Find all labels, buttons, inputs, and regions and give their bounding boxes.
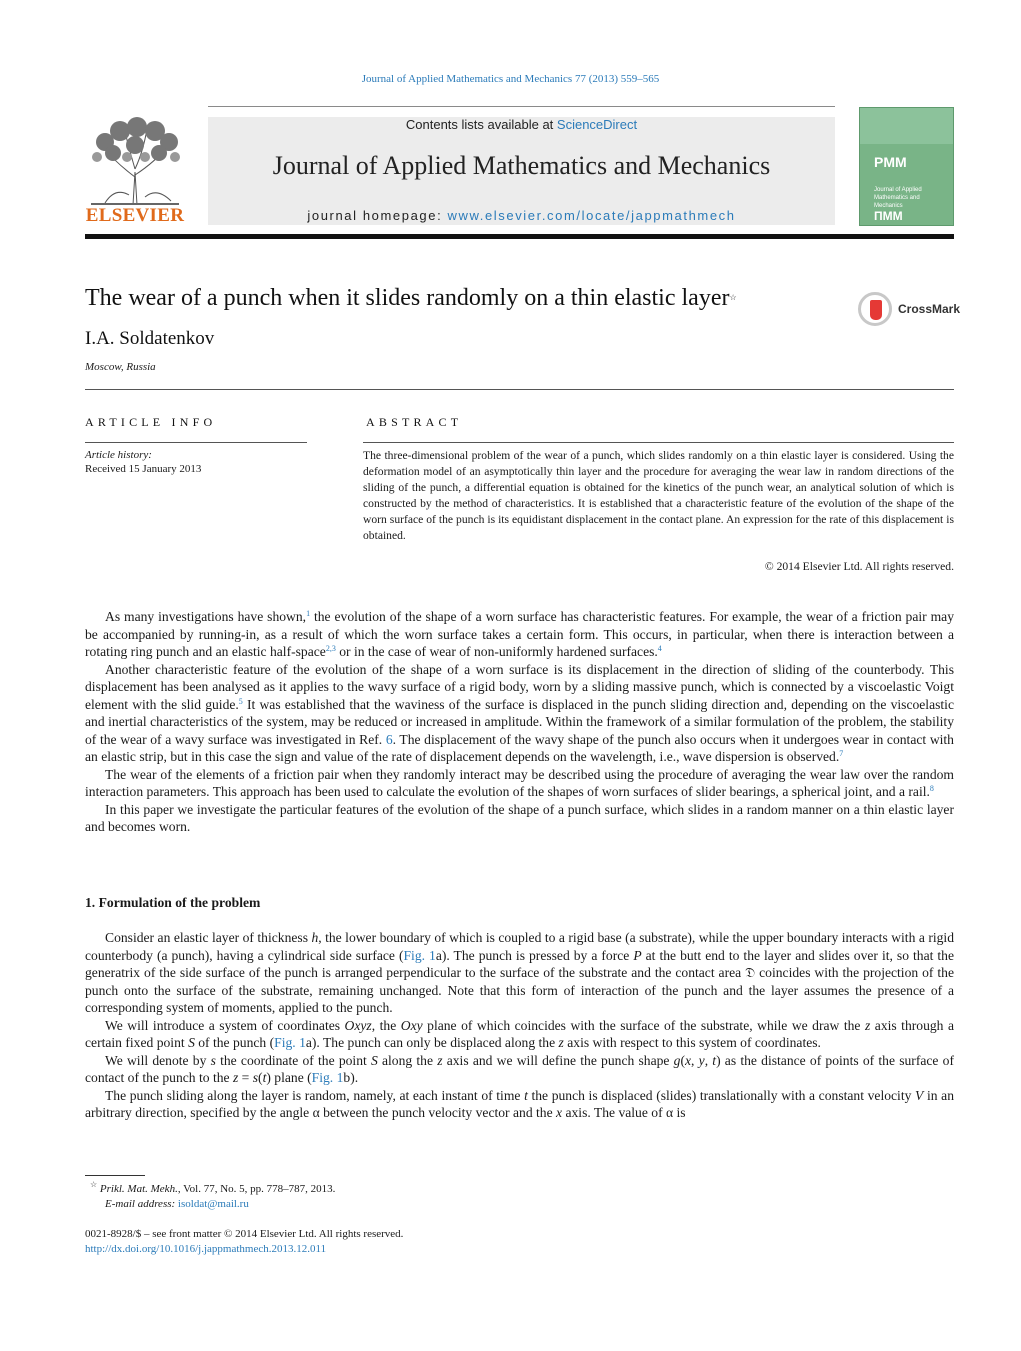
abstract-copyright: © 2014 Elsevier Ltd. All rights reserved. [764,560,954,573]
email-label: E-mail address: [105,1198,178,1210]
math-symbol: g [673,1052,681,1068]
issn-block [85,1227,403,1257]
cross-reference-link[interactable]: Fig. 1 [311,1070,344,1085]
title-footnote-mark[interactable]: ☆ [729,293,737,302]
homepage-line [208,208,835,223]
sciencedirect-link[interactable]: ScienceDirect [556,117,638,132]
article-title-text: The wear of a punch when it slides randomly on a thin elastic layer [85,285,730,311]
footnote [90,1182,335,1212]
cover-journal-name: Journal of Applied Mathematics and Mechanics [874,187,922,209]
footnote-mark: ☆ [90,1180,98,1189]
crossmark-label: CrossMark [898,302,961,316]
math-symbol: S [370,1052,378,1068]
math-symbol: z [864,1017,871,1033]
math-symbol: z [558,1035,564,1050]
cover-top-band [860,108,954,144]
article-info-rule [85,442,307,443]
article-title [85,285,737,312]
section-heading: 1. Formulation of the problem [85,895,261,910]
title-rule [85,389,954,390]
journal-banner [208,117,835,225]
abstract-rule [363,442,954,443]
paragraph: The punch sliding along the layer is random, namely, at each instant of time t the punch is displaced (slides) translationally with a constant velocity V in an arbitrary direction, specified by the angle α between the punch velocity vector and the x axis. The value of α is [85,1087,954,1120]
homepage-prefix: journal homepage: [307,208,448,223]
contents-prefix: Contents lists available at [405,117,557,132]
history-label: Article history: [85,449,152,461]
math-symbol: h [311,930,319,945]
cover-bottom-title: ПММ [874,209,903,223]
math-symbol: y [698,1052,705,1068]
math-symbol: t [524,1087,528,1103]
paragraph: We will introduce a system of coordinates Oxyz, the Oxy plane of which coincides with the surface of the substrate, while we draw the z axis through a certain fixed point S of the punch (Fig. 1a). The punch can only be displaced along the z axis with respect to this system of coordinates. [85,1017,955,1050]
author-name: I.A. Soldatenkov [85,328,215,349]
math-symbol: Oxyz [344,1017,372,1033]
math-symbol: x [556,1105,563,1120]
reference-link[interactable]: 5 [238,696,243,706]
cross-reference-link[interactable]: Fig. 1 [274,1035,306,1050]
math-symbol: z [232,1070,239,1085]
author-affiliation: Moscow, Russia [85,361,156,373]
paragraph: We will denote by s the coordinate of the point S along the z axis and we will define the punch shape g(x, y, t) as the distance of points of the surface of contact of the punch to the z = s(t) plane (Fig. 1b). [85,1052,954,1085]
elsevier-wordmark: ELSEVIER [85,205,185,226]
contents-line [208,117,835,132]
abstract-text: The three-dimensional problem of the wear of a punch, which slides randomly on a thin elastic layer is considered. Using the deformation model of an asymptotically thin layer and the procedure for averaging the wear law in random directions of the sliding of the punch, a differential equation is obtained for the kinetics of the punch wear, an analytical solution of which is constructed by the method of characteristics. It is established that a characteristic feature of the evolution of the shape of the worn surface of the punch is its equidistant displacement in the contact plane. An expression for the rate of this displacement is obtained. [363,449,954,542]
reference-link[interactable]: 4 [657,644,662,653]
paragraph: In this paper we investigate the particular features of the evolution of the shape of a punch surface, which slides in a random manner on a thin elastic layer and becomes worn. [85,801,954,834]
math-symbol: Oxy [400,1017,423,1033]
math-symbol: s [210,1052,216,1068]
math-symbol: S [188,1035,195,1050]
paragraph: Another characteristic feature of the evolution of the shape of a worn surface is its displacement in the direction of sliding of the counterbody. This displacement has been analysed as it applies to the wavy surface of a rigid body, worn by a sliding massive punch, which is connected by a viscoelastic Voigt element with the slid guide.$^5$ It was established that the waviness of the surface is displaced in the punch sliding direction and, depending on the viscoelastic and inertial characteristics of the system, may be reduced or increased in amplitude. Within the framework of a similar formulation of the problem, the stability of the wear of a wavy surface was investigated in Ref. 6. The displacement of the wavy shape of the punch also occurs when it undergoes wear in contact with an elastic strip, but in this case the sign and value of the rate of displacement depends on the wavelength, i.e., wave dispersion is observed.$^7$ [85,661,954,764]
article-history [85,448,201,476]
math-symbol: t [262,1070,267,1085]
paragraph: As many investigations have shown,$^1$ the evolution of the shape of a worn surface has characteristic features. For example, the wear of a friction pair may be accompanied by running-in, as a result of which the worn surface takes a certain form. This occurs, in particular, when there is interaction between a rotating ring punch and an elastic half-space$^{2,3}$ or in the case of wear of non-uniformly hardened surfaces.$^4$ [85,609,954,659]
footnote-journal: Prikl. Mat. Mekh. [99,1183,178,1195]
paragraph: The wear of the elements of a friction pair when they randomly interact may be described using the procedure of averaging the wear law over the random interaction parameters. This approach has been used to calculate the evolution of the shapes of worn surfaces of slider bearings, a spherical joint, and a rail.$^8$ [85,766,954,799]
header-thick-rule [85,234,954,239]
issn-line: 0021-8928/$ – see front matter © 2014 Elsevier Ltd. All rights reserved. [85,1228,404,1240]
math-symbol: x [684,1052,692,1068]
received-date: Received 15 January 2013 [85,463,202,475]
footnote-ref-line [90,1182,335,1197]
footnote-rule [85,1175,145,1176]
reference-link[interactable]: 7 [839,749,844,758]
reference-link[interactable]: 2,3 [325,644,336,653]
cross-reference-link[interactable]: Fig. 1 [403,947,436,963]
journal-cover[interactable] [859,107,954,226]
homepage-link[interactable]: www.elsevier.com/locate/jappmathmech [447,208,736,223]
math-symbol: V [915,1087,924,1103]
reference-link[interactable]: 1 [306,609,311,618]
abstract-heading: ABSTRACT [366,415,463,429]
math-symbol: z [437,1052,443,1068]
doi-link[interactable]: http://dx.doi.org/10.1016/j.jappmathmech.2013.12.011 [85,1243,327,1255]
journal-citation[interactable]: Journal of Applied Mathematics and Mechanics 77 (2013) 559–565 [361,73,660,85]
math-symbol: t [712,1052,717,1068]
section-body [85,929,954,1122]
elsevier-tree-icon [85,117,185,207]
elsevier-logo[interactable] [85,117,185,227]
math-symbol: s [252,1070,259,1085]
article-info-heading: ARTICLE INFO [85,415,217,429]
footnote-email-line [90,1197,335,1212]
header-rule [208,106,835,107]
footnote-ref: , Vol. 77, No. 5, pp. 778–787, 2013. [177,1183,336,1195]
crossmark-badge[interactable] [858,292,961,328]
journal-title: Journal of Applied Mathematics and Mechanics [272,151,771,180]
cross-reference-link[interactable]: 6 [385,731,393,747]
cover-logo: PMM [874,154,907,170]
crossmark-icon [858,292,892,326]
paragraph: Consider an elastic layer of thickness h, the lower boundary of which is coupled to a rigid base (a substrate), while the upper boundary interacts with a rigid counterbody (a punch), having a cylindrical side surface (Fig. 1a). The punch is pressed by a force P at the butt end to the layer and slides over it, so that the generatrix of the side surface of the punch is arranged perpendicular to the surface of the substrate and the contact area 𝔇 coincides with the projection of the punch onto the surface of the substrate, remaining unchanged. Note that this form of interaction of the punch and the layer assumes the presence of a corresponding system of moments, applied to the punch. [85,930,954,1015]
email-link[interactable]: isoldat@mail.ru [177,1198,249,1210]
intro-body [85,608,954,836]
math-symbol: P [633,947,642,963]
reference-link[interactable]: 8 [929,784,934,793]
